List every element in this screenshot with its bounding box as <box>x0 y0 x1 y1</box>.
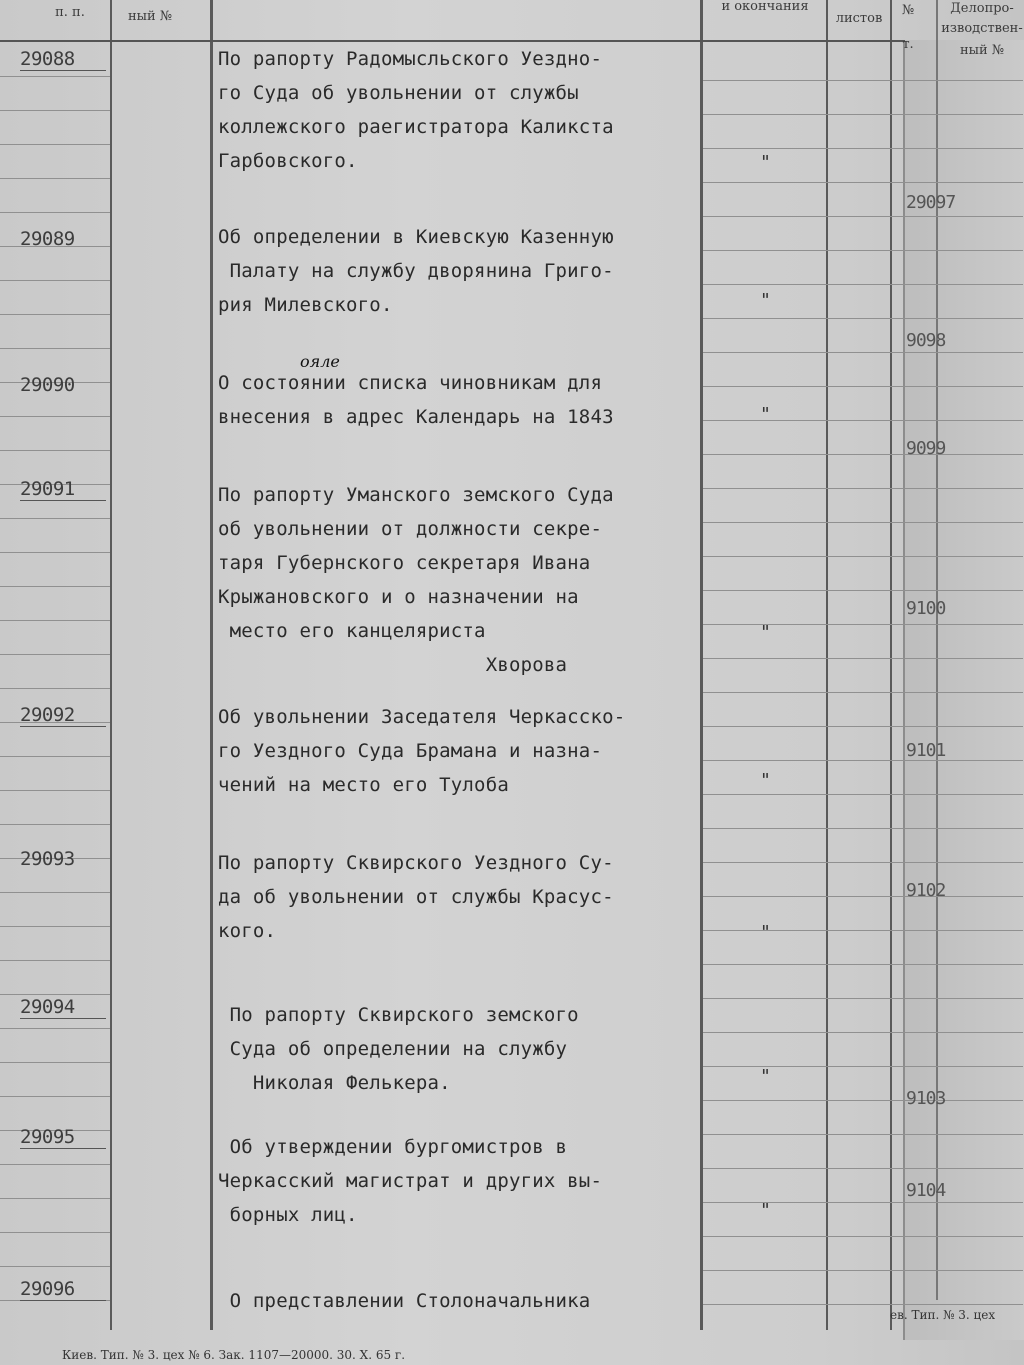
entry-line: таря Губернского секретаря Ивана <box>218 552 591 574</box>
entry-line: Палату на службу дворянина Григо- <box>218 260 614 282</box>
row-rule <box>0 552 110 553</box>
entry-text <box>218 478 698 682</box>
row-rule <box>703 1066 1023 1067</box>
entry-text <box>218 998 698 1100</box>
row-rule <box>0 892 110 893</box>
entry-number: 29095 <box>20 1126 106 1149</box>
row-rule <box>0 756 110 757</box>
entry-number: 29094 <box>20 996 106 1019</box>
entry-text <box>218 700 698 802</box>
column-rule <box>826 0 828 1330</box>
entry-line: внесения в адрес Календарь на 1843 <box>218 406 614 428</box>
row-rule <box>703 590 1023 591</box>
entry-line: кого. <box>218 920 277 942</box>
entry-line: Черкасский магистрат и других вы- <box>218 1170 603 1192</box>
row-rule <box>0 960 110 961</box>
row-rule <box>703 80 1023 81</box>
row-rule <box>0 1266 110 1267</box>
row-rule <box>703 182 1023 183</box>
row-rule <box>0 110 110 111</box>
row-rule <box>703 862 1023 863</box>
row-rule <box>0 1096 110 1097</box>
row-rule <box>0 450 110 451</box>
side-number: 29097 <box>906 192 956 213</box>
entry-number: 29089 <box>20 228 75 250</box>
row-rule <box>703 488 1023 489</box>
column-rule <box>210 0 213 1330</box>
row-rule <box>703 964 1023 965</box>
column-rule <box>700 0 703 1330</box>
row-rule <box>703 658 1023 659</box>
row-rule <box>0 620 110 621</box>
entry-line: Николая Фелькера. <box>218 1072 451 1094</box>
row-rule <box>703 420 1023 421</box>
entry-line: го Суда об увольнении от службы <box>218 82 579 104</box>
row-rule <box>703 1236 1023 1237</box>
ditto-mark: " <box>760 404 771 425</box>
entry-line: По рапорту Радомысльского Уезднo- <box>218 48 603 70</box>
row-rule <box>703 896 1023 897</box>
row-rule <box>703 522 1023 523</box>
column-rule <box>110 0 112 1330</box>
ditto-mark: " <box>760 770 771 791</box>
entry-line: По рапорту Сквирского Уездного Су- <box>218 852 614 874</box>
ditto-mark: " <box>760 922 771 943</box>
row-rule <box>0 790 110 791</box>
entry-number: 29093 <box>20 848 75 870</box>
entry-text <box>218 1284 698 1318</box>
row-rule <box>703 284 1023 285</box>
entry-line: По рапорту Сквирского земского <box>218 1004 579 1026</box>
row-rule <box>703 352 1023 353</box>
row-rule <box>0 994 110 995</box>
entry-line: Об утверждении бургомистров в <box>218 1136 568 1158</box>
entry-line: место его канцеляриста <box>218 620 486 642</box>
header-col-delo-1: Делопро- <box>950 1 1014 16</box>
entry-line: Крыжановского и о назначении на <box>218 586 579 608</box>
row-rule <box>703 114 1023 115</box>
side-number: 9102 <box>906 880 946 901</box>
printer-imprint-underlying: ев. Тип. № 3. цех <box>890 1308 996 1322</box>
entry-text <box>218 42 698 178</box>
side-number: 9098 <box>906 330 946 351</box>
side-number: 9100 <box>906 598 946 619</box>
row-rule <box>703 1168 1023 1169</box>
row-rule <box>703 250 1023 251</box>
entry-line: чений на место его Тулоба <box>218 774 509 796</box>
row-rule <box>703 624 1023 625</box>
row-rule <box>703 1032 1023 1033</box>
entry-line: Об определении в Киевскую Казенную <box>218 226 614 248</box>
row-rule <box>0 586 110 587</box>
row-rule <box>703 386 1023 387</box>
row-rule <box>703 1270 1023 1271</box>
header-col-end: и окончания <box>721 0 809 14</box>
entry-line: борных лиц. <box>218 1204 358 1226</box>
row-rule <box>703 556 1023 557</box>
header-col-delo-3: ный № <box>959 43 1005 58</box>
row-rule <box>703 828 1023 829</box>
row-rule <box>0 926 110 927</box>
entry-text <box>218 220 698 322</box>
underlying-sheet <box>903 40 1024 1340</box>
row-rule <box>0 688 110 689</box>
ditto-mark: " <box>760 152 771 173</box>
entry-line: Об увольнении Заседателя Черкасско- <box>218 706 626 728</box>
entry-number: 29088 <box>20 48 106 71</box>
header-col-no2: № <box>901 3 915 18</box>
row-rule <box>0 76 110 77</box>
row-rule <box>0 1232 110 1233</box>
row-rule <box>703 998 1023 999</box>
entry-line: Суда об определении на службу <box>218 1038 568 1060</box>
entry-line: О представлении Столоначальника <box>218 1290 591 1312</box>
row-rule <box>0 1164 110 1165</box>
entry-line: коллежского раегистратора Каликста <box>218 116 614 138</box>
ditto-mark: " <box>760 290 771 311</box>
row-rule <box>0 212 110 213</box>
row-rule <box>703 1202 1023 1203</box>
row-rule <box>0 654 110 655</box>
row-rule <box>703 1304 1023 1305</box>
entry-number: 29091 <box>20 478 106 501</box>
entry-line: об увольнении от должности секре- <box>218 518 603 540</box>
row-rule <box>703 692 1023 693</box>
printer-imprint: Киев. Тип. № 3. цех № 6. Зак. 1107—20000. 30. X. 65 г. <box>62 1348 406 1362</box>
entry-line: го Уездного Суда Брамана и назна- <box>218 740 603 762</box>
ditto-mark: " <box>760 622 771 643</box>
header-col-delo-2: изводствен- <box>941 21 1023 36</box>
row-rule <box>703 760 1023 761</box>
row-rule <box>703 726 1023 727</box>
entry-text <box>218 1130 698 1232</box>
row-rule <box>703 930 1023 931</box>
row-rule <box>703 1100 1023 1101</box>
header-col-num: п. п. <box>55 5 85 20</box>
row-rule <box>0 1198 110 1199</box>
row-rule <box>0 518 110 519</box>
side-number: 9103 <box>906 1088 946 1109</box>
entry-number: 29096 <box>20 1278 106 1301</box>
entry-line: рия Милевского. <box>218 294 393 316</box>
row-rule <box>0 1028 110 1029</box>
row-rule <box>0 144 110 145</box>
row-rule <box>703 1134 1023 1135</box>
entry-line: По рапорту Уманского земского Суда <box>218 484 614 506</box>
header-col-sheets: листов <box>835 11 883 26</box>
ditto-mark: " <box>760 1200 771 1221</box>
handwritten-insertion: ояле <box>300 352 340 371</box>
row-rule <box>0 824 110 825</box>
side-number: 9104 <box>906 1180 946 1201</box>
entry-line: О состоянии списка чиновникам для <box>218 372 603 394</box>
entry-line: Гарбовского. <box>218 150 358 172</box>
entry-line: да об увольнении от службы Красус- <box>218 886 614 908</box>
row-rule <box>0 416 110 417</box>
row-rule <box>703 454 1023 455</box>
entry-text <box>218 366 698 434</box>
column-rule <box>890 0 892 1330</box>
row-rule <box>0 314 110 315</box>
header-col-no: ный № <box>127 9 173 24</box>
row-rule <box>0 348 110 349</box>
row-rule <box>0 1062 110 1063</box>
side-number: 9101 <box>906 740 946 761</box>
entry-text <box>218 846 698 948</box>
row-rule <box>0 280 110 281</box>
row-rule <box>703 148 1023 149</box>
row-rule <box>703 318 1023 319</box>
entry-line: Хворова <box>218 654 568 676</box>
header-col-t: т. <box>902 37 914 52</box>
entry-number: 29090 <box>20 374 75 396</box>
row-rule <box>0 178 110 179</box>
row-rule <box>703 216 1023 217</box>
side-number: 9099 <box>906 438 946 459</box>
entry-number: 29092 <box>20 704 106 727</box>
row-rule <box>703 794 1023 795</box>
ditto-mark: " <box>760 1066 771 1087</box>
